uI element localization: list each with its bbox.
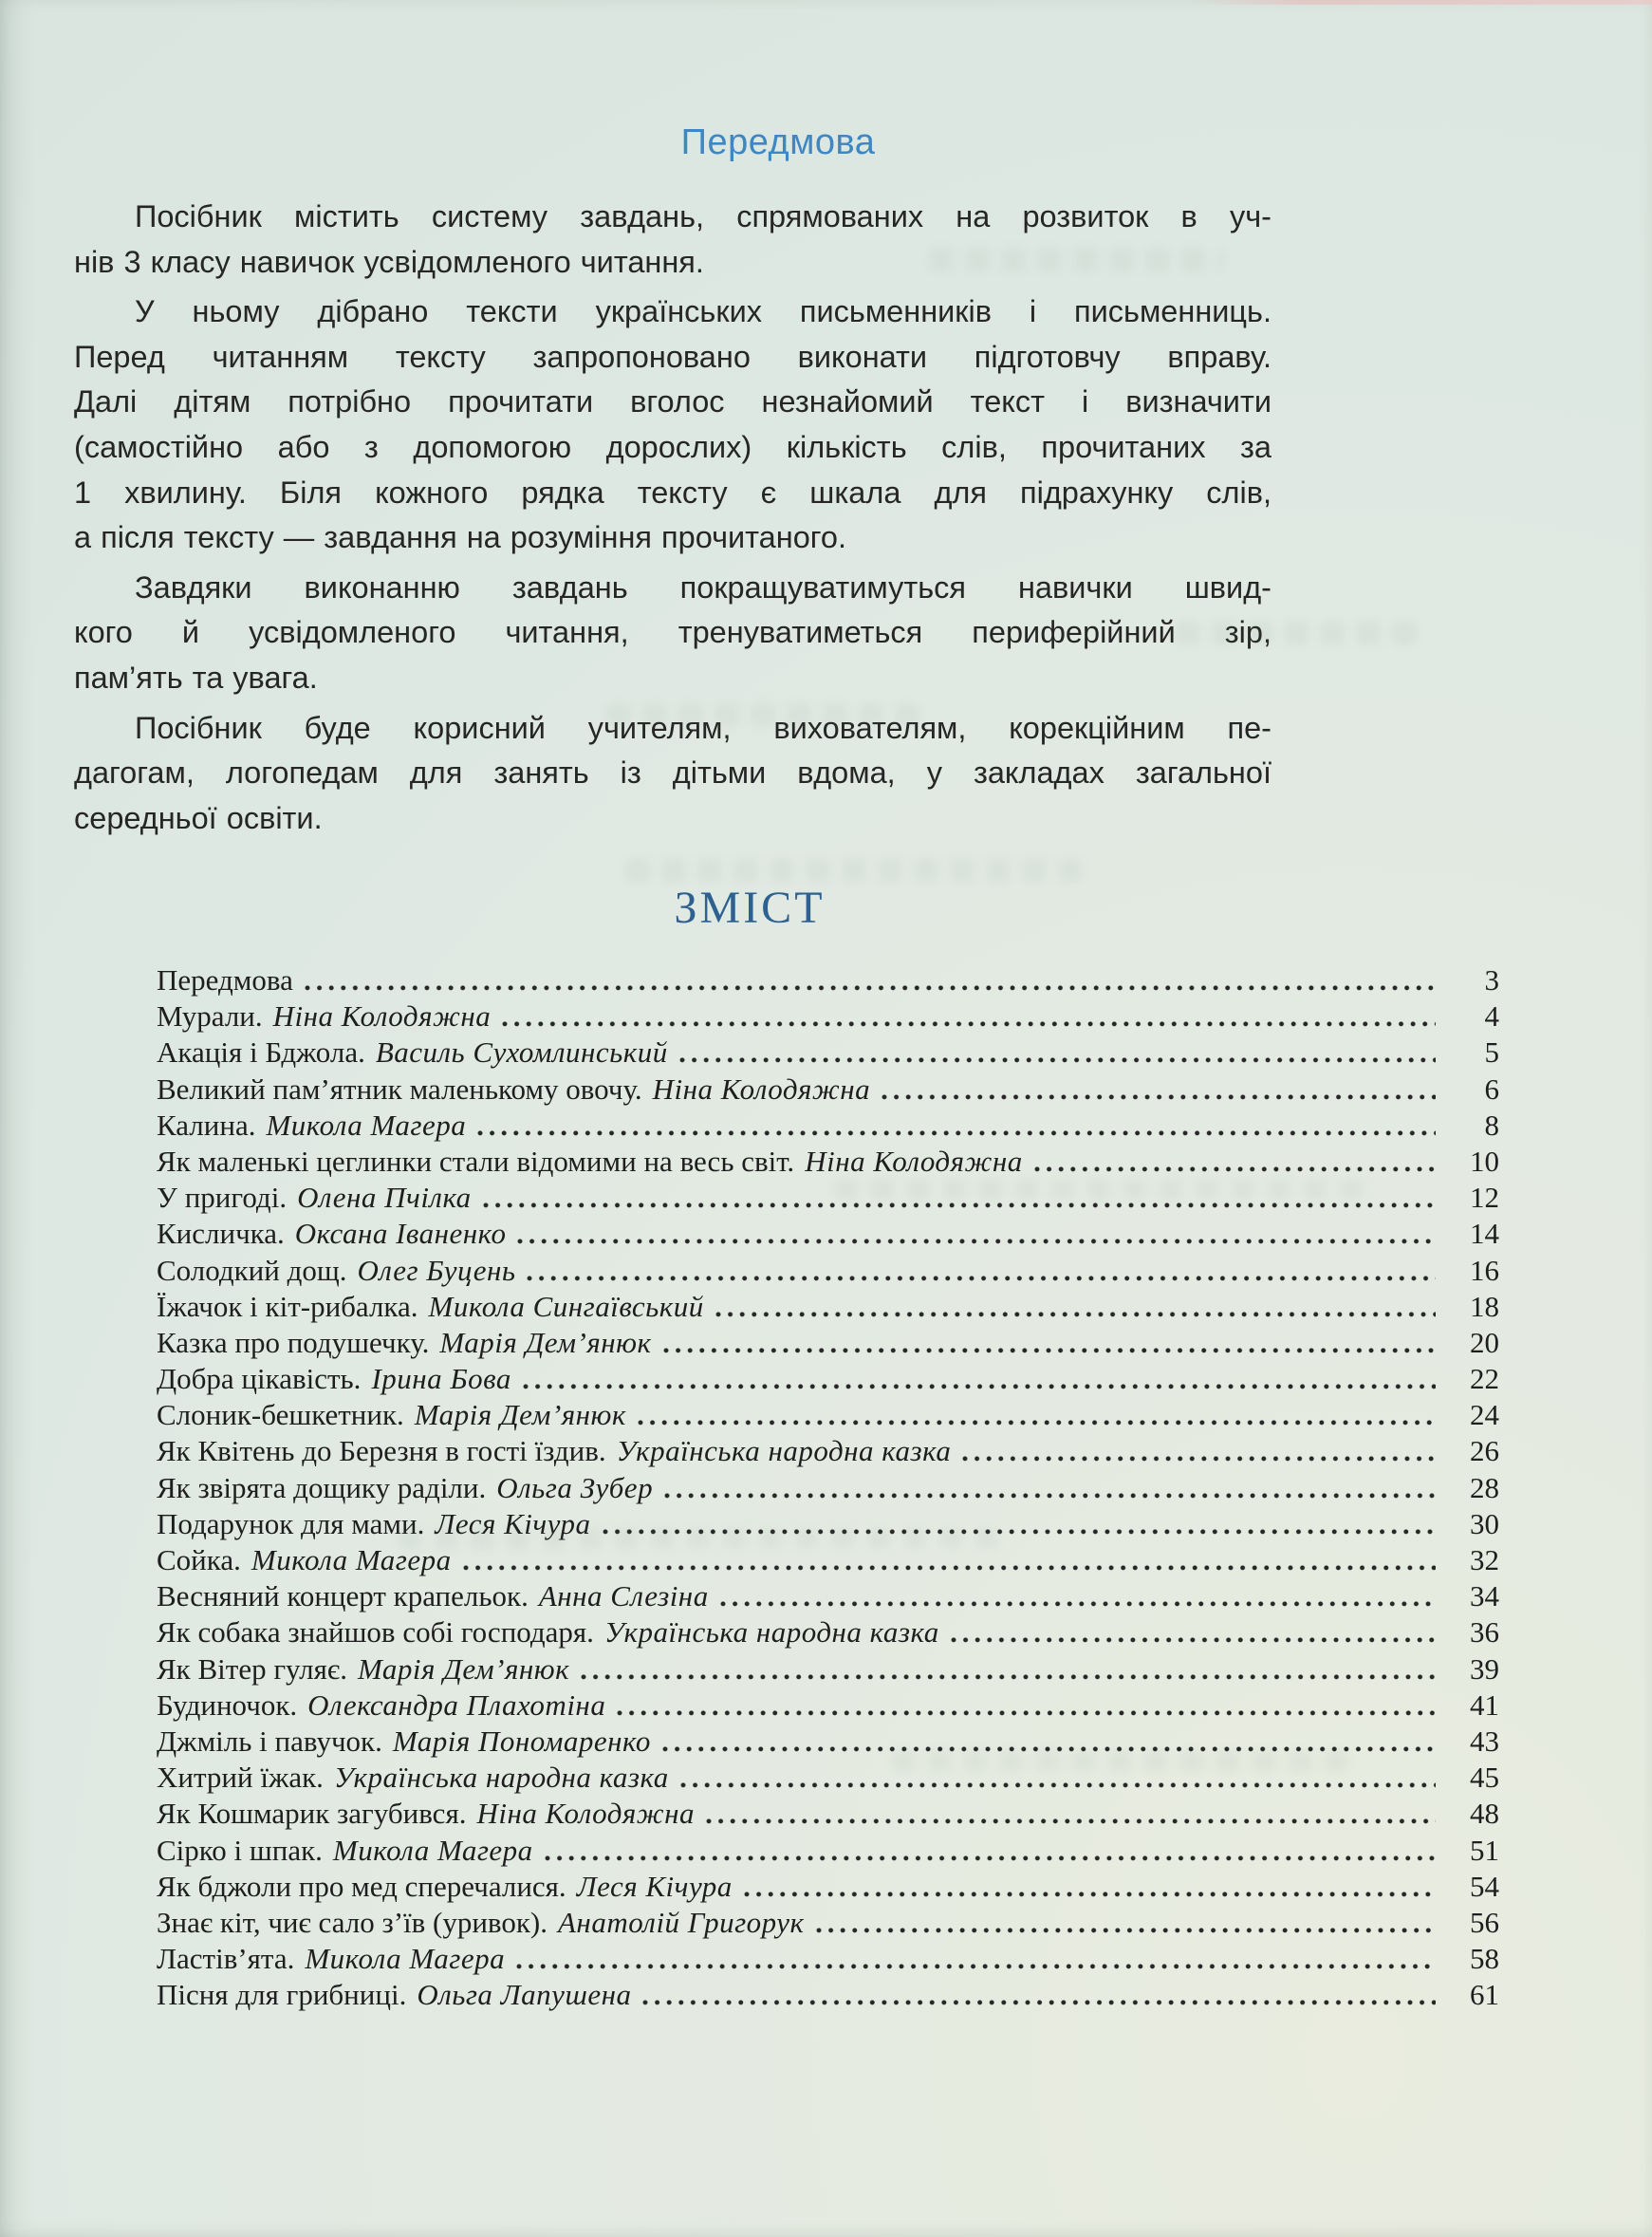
toc-entry [157, 1941, 1499, 1977]
preface-line: пам’ять та увага. [74, 660, 318, 695]
toc-entry-page: 24 [1470, 1398, 1499, 1432]
toc-entry-title: Великий пам’ятник маленькому овочу. [157, 1072, 642, 1106]
toc-dot-leader [959, 1433, 1436, 1469]
preface-line: Завдяки виконанню завдань покращуватимуться навички швид- [135, 569, 1271, 605]
toc-entry-page: 43 [1470, 1724, 1499, 1758]
toc-dot-leader [614, 1687, 1436, 1724]
toc-entry [157, 1796, 1499, 1832]
toc-dot-leader [474, 1108, 1436, 1144]
toc-entry-title: Казка про подушечку. [157, 1325, 430, 1359]
toc-entry-page: 41 [1470, 1687, 1499, 1722]
toc-dot-leader [677, 1035, 1436, 1071]
preface-line: кого й усвідомленого читання, тренуватиметься периферійний зір, [74, 615, 1271, 650]
preface-line: дагогам, логопедам для занять із дітьми вдома, у закладах загальної [74, 755, 1271, 791]
preface-line: 1 хвилину. Біля кожного рядка тексту є шкала для підрахунку слів, [74, 475, 1271, 510]
toc-entry [157, 1542, 1499, 1578]
toc-dot-leader [578, 1651, 1436, 1687]
preface-line: Посібник містить систему завдань, спрямованих на розвиток в уч- [135, 199, 1271, 233]
toc-entry-page: 56 [1470, 1905, 1499, 1939]
toc-entry-page: 18 [1470, 1289, 1499, 1323]
preface-paragraph [74, 566, 1271, 701]
preface-paragraph [74, 706, 1271, 842]
toc-entry-title: Добра цікавість. [157, 1362, 362, 1396]
preface-line: (самостійно або з допомогою дорослих) кількість слів, прочитаних за [74, 429, 1271, 464]
toc-entry-title: Сойка. [157, 1543, 241, 1576]
toc-entry-author: Ольга Лапушена [417, 1978, 632, 2012]
toc-dot-leader [480, 1180, 1436, 1216]
toc-entry-author: Марія Пономаренко [392, 1724, 651, 1758]
toc-dot-leader [660, 1325, 1436, 1361]
preface-paragraph [74, 289, 1271, 561]
toc-entry-page: 8 [1484, 1108, 1499, 1142]
toc-entry-title: Передмова [157, 963, 293, 997]
toc-entry-title: Ластів’ята. [157, 1942, 295, 1976]
toc-entry [157, 1506, 1499, 1542]
toc-entry [157, 1325, 1499, 1361]
toc-entry-author: Олег Буцень [357, 1253, 516, 1287]
toc-entry-page: 26 [1470, 1434, 1499, 1468]
toc-dot-leader [1031, 1144, 1436, 1180]
toc-entry-title: Солодкий дощ. [157, 1253, 347, 1287]
toc-entry-page: 58 [1470, 1942, 1499, 1976]
toc-dot-leader [640, 1977, 1436, 2013]
toc-entry-author: Леся Кічура [435, 1506, 591, 1540]
toc-entry-author: Олена Пчілка [297, 1181, 472, 1215]
preface-text [74, 195, 1271, 841]
toc-dot-leader [703, 1796, 1436, 1832]
toc-dot-leader [524, 1253, 1436, 1289]
toc-entry-page: 5 [1484, 1035, 1499, 1070]
toc-entry-title: Як маленькі цеглинки стали відомими на весь світ. [157, 1144, 795, 1178]
toc-entry-page: 6 [1484, 1072, 1499, 1106]
toc-entry-author: Марія Дем’янюк [439, 1325, 652, 1359]
toc-entry-page: 39 [1470, 1651, 1499, 1686]
toc-entry-page: 10 [1470, 1144, 1499, 1178]
toc-entry-page: 22 [1470, 1362, 1499, 1396]
toc-dot-leader [499, 998, 1436, 1035]
toc-entry-author: Українська народна казка [616, 1434, 952, 1468]
toc-entry-author: Ніна Колодяжна [652, 1072, 871, 1106]
toc-entry-author: Українська народна казка [333, 1761, 669, 1795]
toc-entry [157, 1072, 1499, 1108]
toc-entry [157, 1144, 1499, 1180]
toc-entry-title: Пісня для грибниці. [157, 1978, 407, 2012]
toc-entry-title: Знає кіт, чиє сало з’їв (уривок). [157, 1905, 548, 1939]
scan-edge-artifact [1191, 0, 1652, 5]
toc-entry-author: Анна Слезіна [538, 1579, 709, 1613]
toc-entry-page: 54 [1470, 1869, 1499, 1903]
toc-entry [157, 1253, 1499, 1289]
preface-line: середньої освіти. [74, 800, 323, 835]
toc-entry-title: Будиночок. [157, 1687, 298, 1722]
toc-entry-page: 48 [1470, 1797, 1499, 1831]
toc-dot-leader [520, 1361, 1436, 1397]
toc-entry-title: Джміль і павучок. [157, 1724, 382, 1758]
toc-entry-page: 61 [1470, 1978, 1499, 2012]
toc-entry-title: Як Кошмарик загубився. [157, 1797, 467, 1831]
toc-dot-leader [542, 1833, 1436, 1869]
toc-entry [157, 1578, 1499, 1614]
toc-dot-leader [514, 1216, 1436, 1252]
toc-dot-leader [713, 1289, 1436, 1325]
preface-line: У ньому дібрано тексти українських письменників і письменниць. [135, 294, 1271, 329]
toc-entry-title: Мурали. [157, 999, 263, 1034]
toc-entry [157, 1289, 1499, 1325]
toc-entry-author: Микола Магера [305, 1942, 506, 1976]
toc-entry-author: Ніна Колодяжна [272, 999, 492, 1034]
toc-entry [157, 1180, 1499, 1216]
toc-entry-author: Василь Сухомлинський [375, 1035, 668, 1070]
toc-entry [157, 1470, 1499, 1506]
preface-line: а після тексту — завдання на розуміння прочитаного. [74, 520, 847, 555]
toc-entry-page: 34 [1470, 1579, 1499, 1613]
toc-entry-title: Як звірята дощику раділи. [157, 1470, 487, 1504]
toc-dot-leader [678, 1760, 1436, 1796]
toc-entry [157, 1108, 1499, 1144]
toc-entry [157, 1397, 1499, 1433]
toc-entry-title: Кисличка. [157, 1217, 285, 1251]
toc-title: ЗМІСТ [674, 883, 826, 933]
preface-title: Передмова [680, 122, 876, 162]
toc-entry-title: Як бджоли про мед сперечалися. [157, 1869, 566, 1903]
toc-entry [157, 1361, 1499, 1397]
toc-entry-title: Весняний концерт крапельок. [157, 1579, 529, 1613]
toc-dot-leader [948, 1614, 1436, 1650]
toc-dot-leader [741, 1869, 1436, 1905]
toc-entry-page: 3 [1484, 963, 1499, 997]
toc-entry-author: Микола Сингаївський [428, 1289, 704, 1323]
toc-entry-page: 45 [1470, 1761, 1499, 1795]
toc-entry-author: Леся Кічура [576, 1869, 733, 1903]
toc-entry [157, 1687, 1499, 1724]
toc-entry-page: 32 [1470, 1543, 1499, 1576]
toc-entry-page: 30 [1470, 1506, 1499, 1540]
toc-dot-leader [635, 1397, 1436, 1433]
toc-dot-leader [717, 1578, 1436, 1614]
toc-entry [157, 1869, 1499, 1905]
toc-entry-author: Ольга Зубер [496, 1470, 654, 1504]
toc-entry-title: Акація і Бджола. [157, 1035, 365, 1070]
toc-entry-author: Марія Дем’янюк [414, 1398, 626, 1432]
toc-dot-leader [813, 1905, 1436, 1941]
toc-entry-page: 4 [1484, 999, 1499, 1034]
toc-entry [157, 1760, 1499, 1796]
toc-entry [157, 1724, 1499, 1760]
toc-entry-author: Ніна Колодяжна [476, 1797, 696, 1831]
toc-entry-page: 20 [1470, 1325, 1499, 1359]
toc-entry-title: Їжачок і кіт-рибалка. [157, 1289, 418, 1323]
toc-entry-title: Як собака знайшов собі господаря. [157, 1615, 594, 1650]
toc-entry [157, 998, 1499, 1035]
toc-entry-page: 36 [1470, 1615, 1499, 1650]
preface-line: Перед читанням тексту запропоновано виконати підготовчу вправу. [74, 339, 1271, 374]
toc-entry-author: Ірина Бова [371, 1362, 511, 1396]
toc-entry-title: Подарунок для мами. [157, 1506, 425, 1540]
toc-entry-title: Як Квітень до Березня в гості їздив. [157, 1434, 606, 1468]
toc-entry [157, 962, 1499, 998]
toc-dot-leader [460, 1542, 1436, 1578]
toc-entry [157, 1905, 1499, 1941]
toc-entry-page: 12 [1470, 1181, 1499, 1215]
toc-entry-page: 28 [1470, 1470, 1499, 1504]
toc-entry [157, 1833, 1499, 1869]
preface-paragraph [74, 195, 1271, 285]
toc-entry-page: 51 [1470, 1833, 1499, 1867]
toc-entry-title: Як Вітер гуляє. [157, 1651, 347, 1686]
toc-entry-author: Марія Дем’янюк [357, 1651, 570, 1686]
toc-dot-leader [879, 1072, 1436, 1108]
preface-line: нів 3 класу навичок усвідомленого читання. [74, 244, 704, 279]
toc-dot-leader [600, 1506, 1437, 1542]
toc-entry [157, 1035, 1499, 1071]
toc-entry [157, 1216, 1499, 1252]
toc-entry-author: Українська народна казка [603, 1615, 939, 1650]
toc-entry-page: 14 [1470, 1217, 1499, 1251]
toc-entry [157, 1977, 1499, 2013]
toc-dot-leader [661, 1470, 1436, 1506]
bleed-through-artifact [626, 859, 1082, 882]
toc-entry [157, 1614, 1499, 1650]
toc-entry-page: 16 [1470, 1253, 1499, 1287]
toc-entry-author: Оксана Іваненко [294, 1217, 507, 1251]
toc-dot-leader [659, 1724, 1436, 1760]
toc-entry-title: Слоник-бешкетник. [157, 1398, 404, 1432]
toc-entry-author: Олександра Плахотіна [307, 1687, 606, 1722]
table-of-contents [157, 962, 1499, 2013]
toc-entry-author: Микола Магера [251, 1543, 452, 1576]
toc-entry-title: Калина. [157, 1108, 256, 1142]
preface-line: Посібник буде корисний учителям, вихователям, корекційним пе- [135, 710, 1271, 745]
toc-entry-title: Сірко і шпак. [157, 1833, 323, 1867]
preface-line: Далі дітям потрібно прочитати вголос незнайомий текст і визначити [74, 384, 1271, 419]
toc-entry-title: Хитрий їжак. [157, 1761, 324, 1795]
toc-entry [157, 1433, 1499, 1469]
toc-entry-author: Ніна Колодяжна [805, 1144, 1023, 1178]
toc-entry [157, 1651, 1499, 1687]
toc-entry-author: Микола Магера [266, 1108, 467, 1142]
toc-dot-leader [302, 962, 1436, 998]
toc-entry-author: Микола Магера [332, 1833, 533, 1867]
toc-dot-leader [513, 1941, 1436, 1977]
toc-entry-title: У пригоді. [157, 1181, 288, 1215]
toc-entry-author: Анатолій Григорук [558, 1905, 805, 1939]
